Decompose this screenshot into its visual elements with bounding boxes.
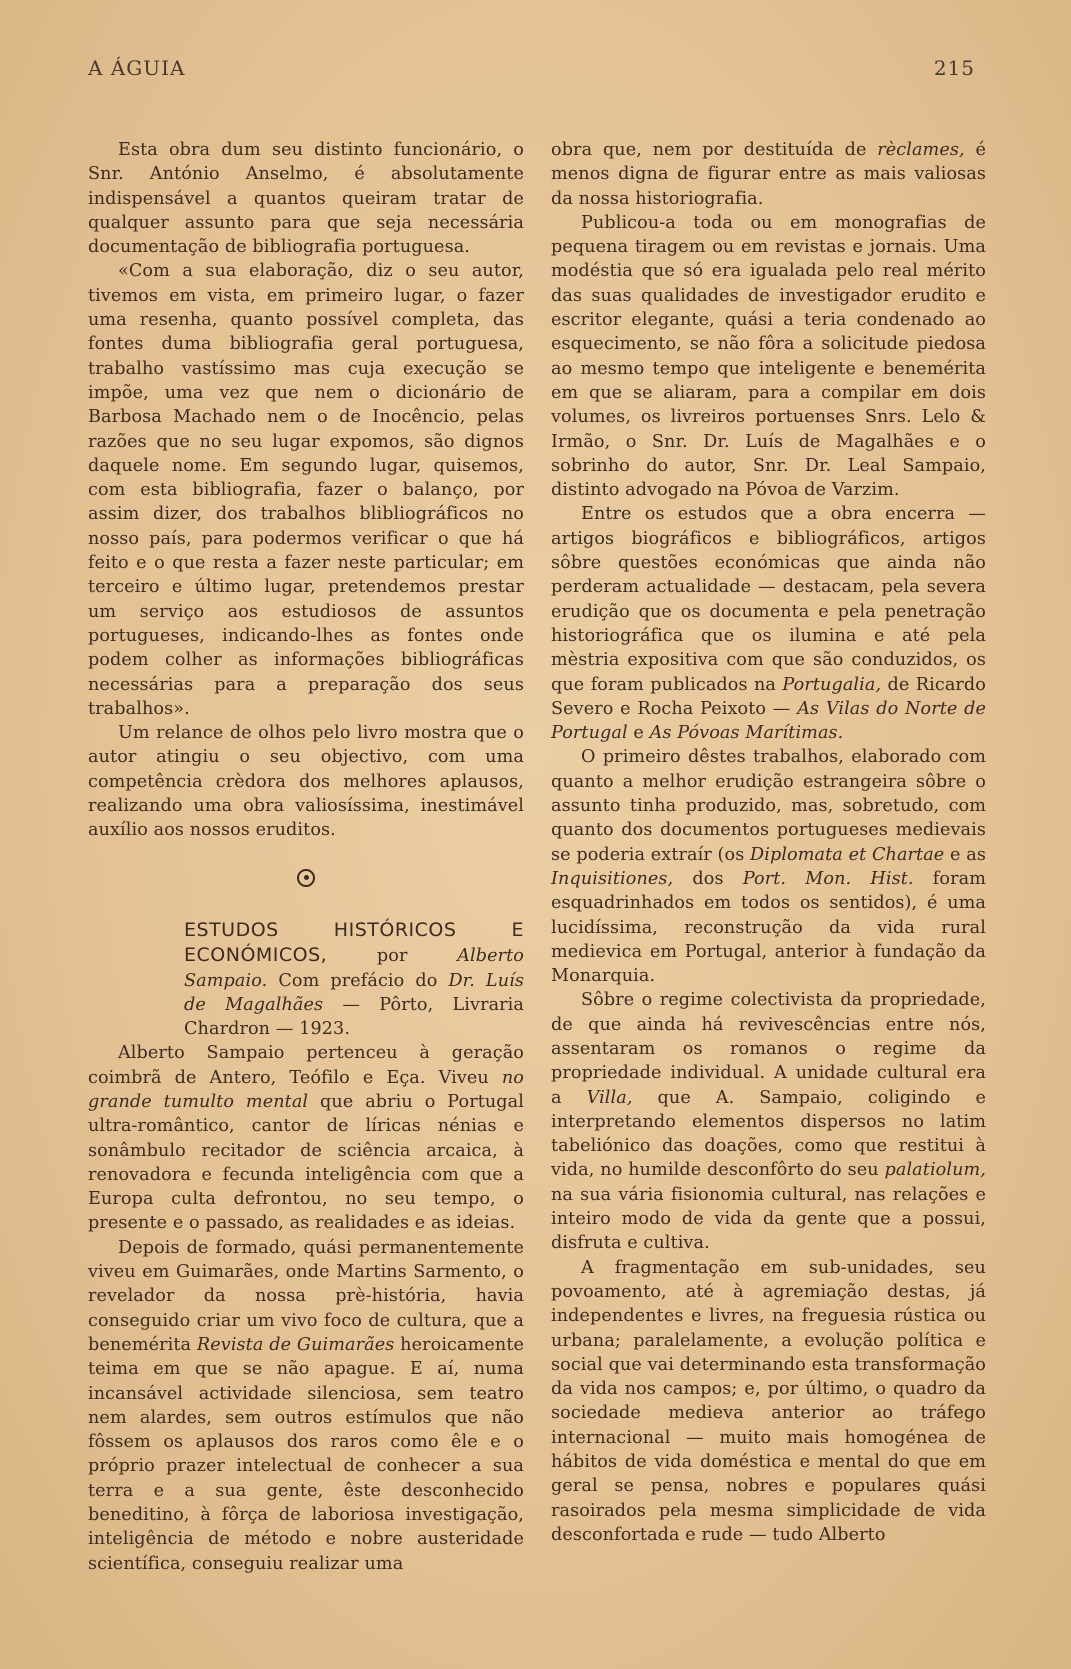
review-title: ESTUDOS HISTÓRICOS E ECONÓMICOS, <box>184 918 524 967</box>
paragraph: O primeiro dêstes trabalhos, elaborado com quanto a melhor erudição estrangeira sôbre o assunto tinha produzido, mas, sobretudo, com quanto dos documentos portugueses medievais se poderia extraír (os Diplomata et Chartae e as Inquisitiones, dos Port. Mon. Hist. foram esquadrinhados em todos os sentidos), é uma lucidíssima, reconstrução da vida rural medievica em Portugal, anterior à fundação da Monarquia. <box>551 747 986 987</box>
page-number: 215 <box>933 56 975 80</box>
paragraph: A fragmentação em sub-unidades, seu povoamento, até à agremiação destas, já independentes e livres, na freguesia rústica ou urbana; paralelamente, a evolução política e social que vai determinando esta transformação da vida nos campos; e, por último, o quadro da sociedade medieva anterior ao tráfego internacional — muito mais homogénea de hábitos de vida doméstica e mental do que em geral se pensa, nobres e populares quási rasoirados pela mesma simplicidade de vida desconfortada e rude — tudo Alberto <box>551 1257 986 1545</box>
circle-dot-ornament-icon <box>297 869 315 887</box>
paragraph: Esta obra dum seu distinto funcionário, o Snr. António Anselmo, é absolutamente indispensável a quantos queiram tratar de qualquer assunto para que seja necessária documentação de bibliografia portuguesa. <box>88 140 524 258</box>
paragraph: Depois de formado, quási permanentemente viveu em Guimarães, onde Martins Sarmento, o revelador da nossa prè-história, havia conseguido criar um vivo foco de cultura, que a benemérita Revista de Guimarães heroicamente teima em que se não apague. E aí, numa incansável actividade silenciosa, sem teatro nem alardes, sem outros estímulos que não fôssem os aplausos dos raros como êle e o próprio prazer intelectual de conhecer a sua terra e a sua gente, êste desconhecido beneditino, à fôrça de laboriosa investigação, inteligência de método e nobre austeridade scientífica, conseguiu realizar uma <box>88 1237 524 1574</box>
journal-title: A ÁGUIA <box>88 56 186 80</box>
paragraph: obra que, nem por destituída de rèclames, é menos digna de figurar entre as mais valiosas da nossa historiografia. <box>551 140 986 209</box>
review-prefacer: Dr. Luís de Magalhães <box>184 970 525 1015</box>
right-column <box>551 138 986 1547</box>
paragraph: Sôbre o regime colectivista da propriedade, de que ainda há revivescências entre nós, assentaram os romanos o regime da propriedade individual. A unidade cultural era a Villa, que A. Sampaio, coligindo e interpretando elementos dispersos no latim tabeliónico das doações, como que restitui à vida, no humilde desconfôrto do seu palatiolum, na sua vária fisionomia cultural, nas relações e inteiro modo de vida da gente que a possui, disfruta e cultiva. <box>551 990 986 1254</box>
review-author: Alberto Sampaio. <box>184 946 524 991</box>
paragraph: Alberto Sampaio pertenceu à geração coimbrã de Antero, Teófilo e Eça. Viveu no grande tumulto mental que abriu o Portugal ultra-romântico, cantor de líricas nénias e sonâmbulo recitador de sciência arcaica, à renovadora e fecunda inteligência com que a Europa culta defrontou, no seu tempo, o presente e o passado, as realidades e as ideias. <box>88 1043 524 1234</box>
paragraph: Publicou-a toda ou em monografias de pequena tiragem ou em revistas e jornais. Uma modéstia que só era igualada pelo real mérito das suas qualidades de investigador erudito e escritor elegante, quási a teria condenado ao esquecimento, se não fôra a solicitude piedosa ao mesmo tempo que inteligente e benemérita em que se aliaram, para a compilar em dois volumes, os livreiros portuenses Snrs. Lelo & Irmão, o Snr. Dr. Luís de Magalhães e o sobrinho do autor, Snr. Dr. Leal Sampaio, distinto advogado na Póvoa de Varzim. <box>551 212 986 501</box>
review-heading: ESTUDOS HISTÓRICOS E ECONÓMICOS, por Alberto Sampaio. Com prefácio do Dr. Luís de Magalhães — Pôrto, Livraria Chardron — 1923. <box>184 918 525 1040</box>
paragraph: «Com a sua elaboração, diz o seu autor, tivemos em vista, em primeiro lugar, o fazer uma resenha, quanto possível completa, das fontes duma bibliografia geral portuguesa, trabalho vastíssimo mas cuja execução se impõe, uma vez que nem o dicionário de Barbosa Machado nem o de Inocêncio, pelas razões que no seu lugar expomos, são dignos daquele nome. Em segundo lugar, quisemos, com esta bibliografia, fazer o balanço, por assim dizer, dos trabalhos blibliográficos no nosso país, para podermos verificar o que há feito e o que resta a fazer neste particular; em terceiro e último lugar, pretendemos prestar um serviço aos estudiosos de assuntos portugueses, indicando-lhes as fontes onde podem colher as informações bibliográficas necessárias para a preparação dos seus trabalhos». <box>88 261 524 719</box>
left-column <box>88 138 524 1576</box>
paragraph: Um relance de olhos pelo livro mostra que o autor atingiu o seu objectivo, com uma competência crèdora dos melhores aplausos, realizando uma obra valiosíssima, inestimável auxílio aos nossos eruditos. <box>88 723 524 841</box>
paragraph: Entre os estudos que a obra encerra — artigos biográficos e bibliográficos, artigos sôbre questões económicas que ainda não perderam actualidade — destacam, pela severa erudição que os documenta e pela penetração historiográfica que os ilumina e até pela mèstria expositiva com que são conduzidos, os que foram publicados na Portugalia, de Ricardo Severo e Rocha Peixoto — As Vilas do Norte de Portugal e As Póvoas Marítimas. <box>551 504 986 744</box>
page-header <box>88 56 975 80</box>
section-ornament <box>88 869 524 894</box>
review-publisher: — Pôrto, Livraria Chardron — 1923. <box>184 994 524 1040</box>
